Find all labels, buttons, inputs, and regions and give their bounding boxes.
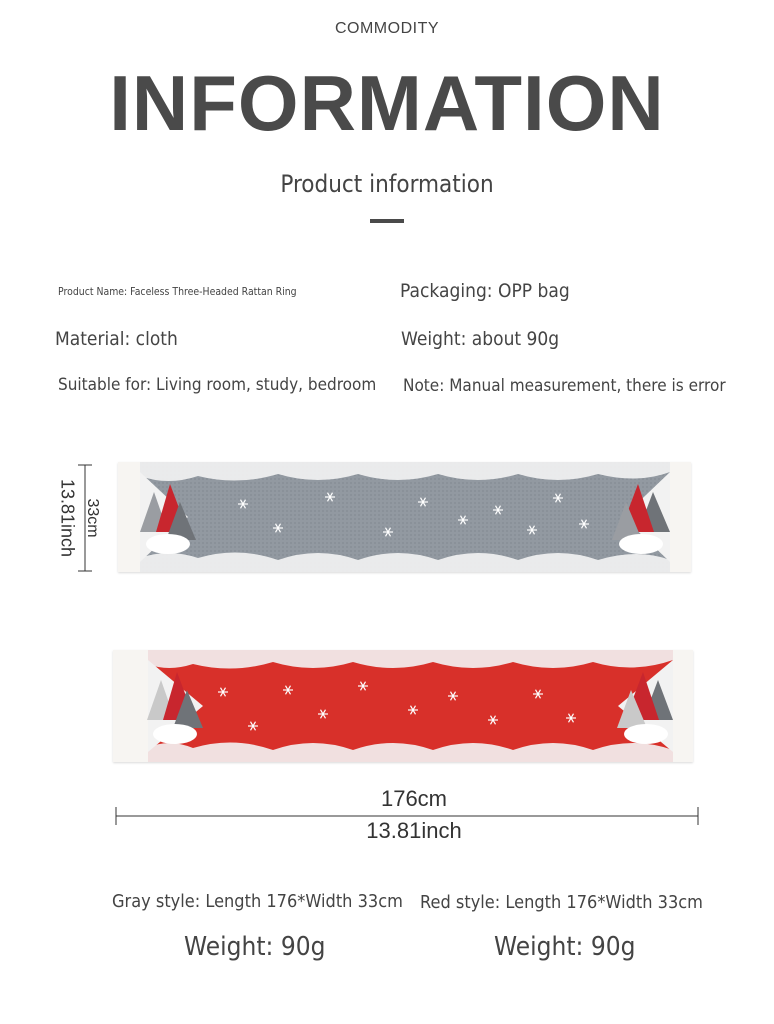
spec-note: Note: Manual measurement, there is error [403, 376, 726, 396]
spec-material: Material: cloth [55, 328, 178, 350]
length-cm-label: 176cm [380, 786, 448, 811]
section-title: Product information [280, 170, 494, 198]
red-style-spec: Red style: Length 176*Width 33cm [420, 892, 703, 913]
spec-packaging: Packaging: OPP bag [400, 280, 570, 302]
kicker-label: COMMODITY [334, 20, 440, 37]
red-runner-image [113, 650, 693, 762]
red-style-weight: Weight: 90g [494, 932, 636, 962]
spec-product-name: Product Name: Faceless Three-Headed Rattan Ring [58, 285, 297, 298]
gray-runner-image [118, 462, 691, 572]
width-cm-label: 33cm [84, 498, 101, 538]
width-inch-label: 13.81inch [57, 478, 78, 558]
spec-weight: Weight: about 90g [401, 328, 560, 350]
page-title: INFORMATION [109, 59, 665, 147]
gray-style-spec: Gray style: Length 176*Width 33cm [112, 891, 403, 912]
length-inch-label: 13.81inch [366, 818, 462, 843]
title-underline [370, 219, 404, 223]
spec-suitable-for: Suitable for: Living room, study, bedroom [58, 375, 377, 395]
gray-style-weight: Weight: 90g [184, 932, 326, 962]
